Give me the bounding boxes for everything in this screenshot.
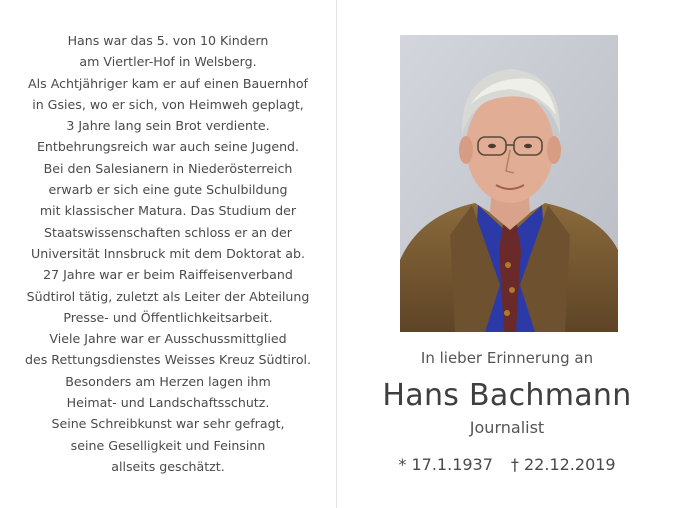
biography-line: seine Geselligkeit und Feinsinn xyxy=(70,437,266,453)
biography-line: Hans war das 5. von 10 Kindern xyxy=(67,33,269,48)
biography-line: Als Achtjähriger kam er auf einen Bauernhof xyxy=(28,75,308,91)
life-dates xyxy=(337,455,677,474)
biography-line: am Viertler-Hof in Welsberg. xyxy=(79,54,257,70)
biography-line: Staatswissenschaften schloss er an der xyxy=(44,224,292,240)
biography-line: 27 Jahre war er beim Raiffeisenverband xyxy=(43,267,293,283)
biography-line: Bei den Salesianern in Niederösterreich xyxy=(43,160,293,176)
biography-line: in Gsies, wo er sich, von Heimweh geplagt, xyxy=(32,96,304,112)
biography-line: Südtirol tätig, zuletzt als Leiter der Abteilung xyxy=(26,288,310,304)
portrait-photo xyxy=(400,35,618,332)
deceased-name: Hans Bachmann xyxy=(382,378,632,413)
biography-line: Heimat- und Landschaftsschutz. xyxy=(66,395,270,411)
biography-panel xyxy=(0,0,336,508)
memorial-panel xyxy=(337,0,677,508)
biography-line: Besonders am Herzen lagen ihm xyxy=(65,373,271,389)
biography-text xyxy=(0,30,336,477)
biography-line: mit klassischer Matura. Das Studium der xyxy=(39,203,297,219)
biography-line: allseits geschätzt. xyxy=(111,458,225,474)
memorial-heading: In lieber Erinnerung an xyxy=(420,349,594,367)
biography-line: Entbehrungsreich war auch seine Jugend. xyxy=(36,139,300,155)
occupation: Journalist xyxy=(469,418,545,437)
biography-line: Presse- und Öffentlichkeitsarbeit. xyxy=(63,309,273,325)
biography-line: Universität Innsbruck mit dem Doktorat ab. xyxy=(31,245,305,261)
portrait-illustration xyxy=(400,35,618,332)
biography-line: Seine Schreibkunst war sehr gefragt, xyxy=(51,416,285,432)
biography-line: 3 Jahre lang sein Brot verdiente. xyxy=(66,118,270,134)
birth-date: * 17.1.1937 xyxy=(398,455,493,474)
death-date: † 22.12.2019 xyxy=(510,455,616,474)
biography-line: Viele Jahre war er Ausschussmittglied xyxy=(49,331,287,347)
biography-line: des Rettungsdienstes Weisses Kreuz Südtirol. xyxy=(24,352,312,368)
biography-line: erwarb er sich eine gute Schulbildung xyxy=(48,182,288,198)
